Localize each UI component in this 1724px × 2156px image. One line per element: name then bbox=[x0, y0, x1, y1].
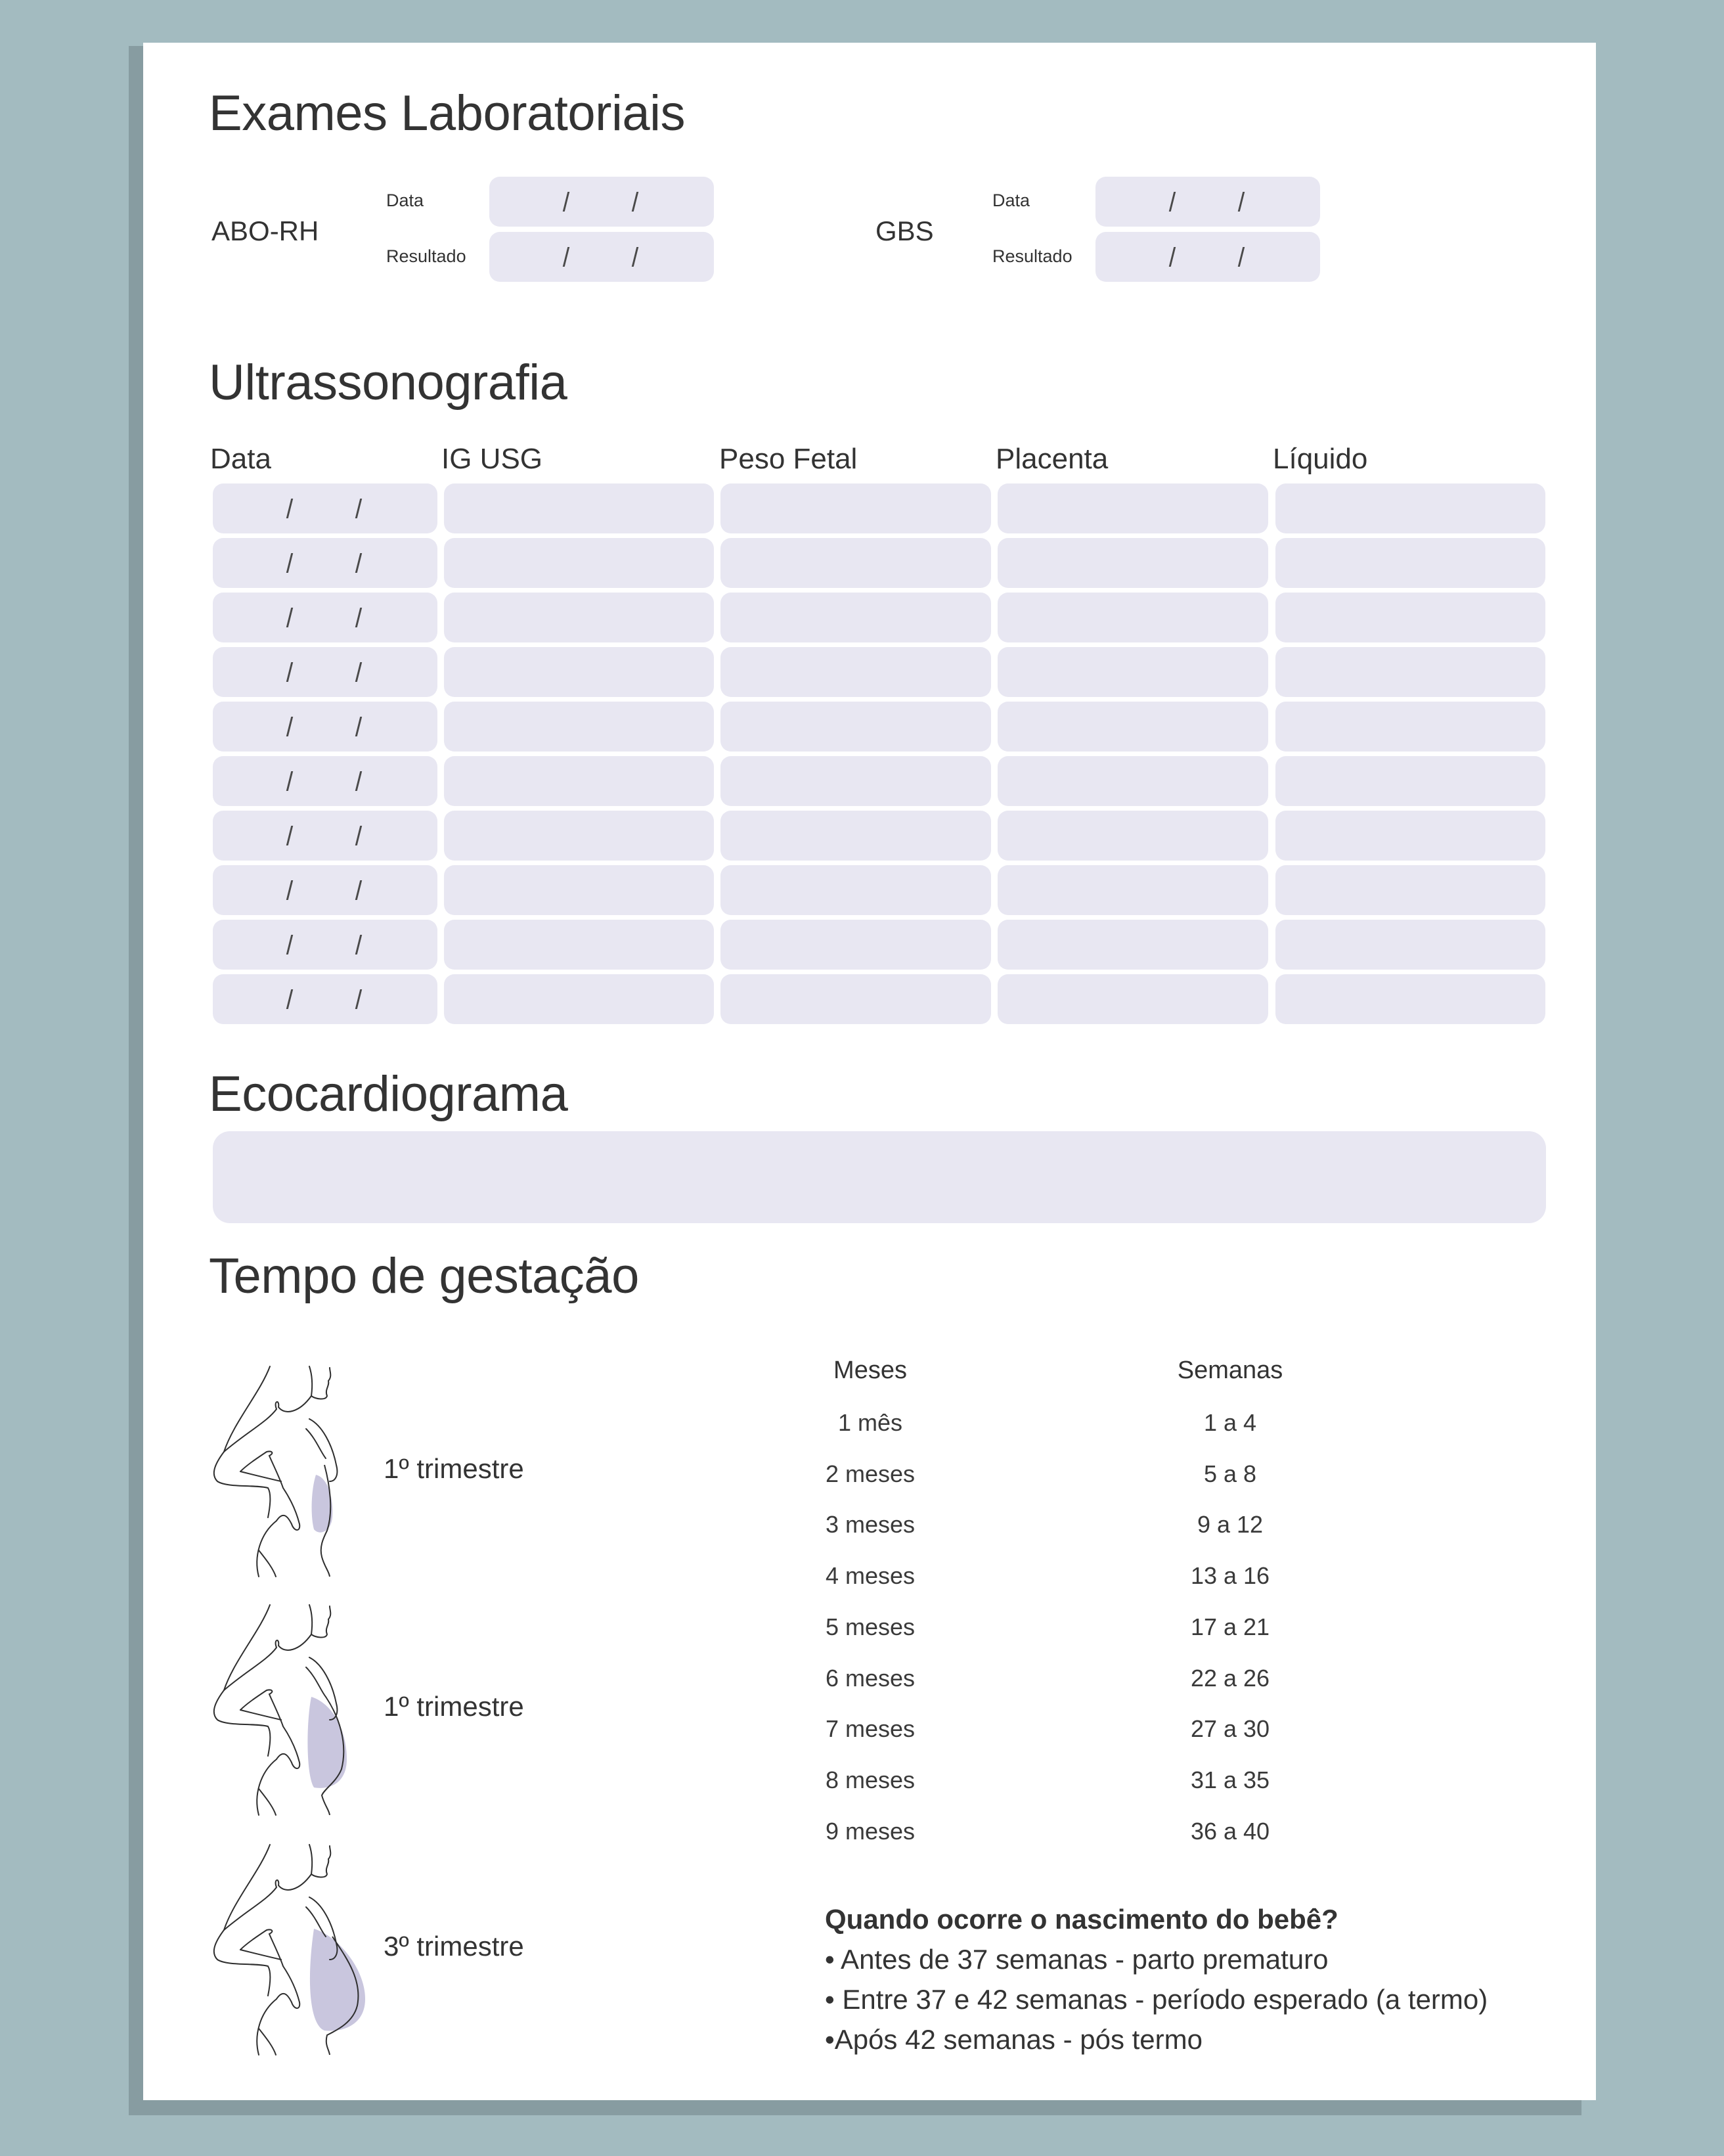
ultrasound-ig-usg-field[interactable] bbox=[444, 920, 714, 970]
gbs-date-label: Data bbox=[992, 191, 1030, 210]
pregnant-figure-icon bbox=[208, 1360, 365, 1583]
trimester-label: 3º trimestre bbox=[384, 1931, 524, 1962]
date-separator bbox=[286, 553, 293, 573]
gestation-weeks-cell: 31 a 35 bbox=[1190, 1766, 1270, 1793]
figure-outline-stroke bbox=[224, 1605, 270, 1690]
date-separator bbox=[286, 880, 293, 900]
gestation-weeks-cell: 1 a 4 bbox=[1203, 1409, 1257, 1436]
ultrasound-col-data: Data bbox=[210, 443, 271, 475]
figure-outline-stroke bbox=[214, 1452, 271, 1517]
figure-outline-stroke bbox=[309, 1419, 337, 1481]
ultrasound-placenta-field[interactable] bbox=[998, 647, 1268, 697]
birth-bullet: •Após 42 semanas - pós termo bbox=[825, 2024, 1203, 2055]
ultrasound-liquido-field[interactable] bbox=[1275, 920, 1545, 970]
ultrasound-placenta-field[interactable] bbox=[998, 593, 1268, 642]
ultrasound-col-liquido: Líquido bbox=[1273, 443, 1368, 475]
figure-outline-stroke bbox=[259, 1789, 276, 1815]
trimester-label: 1º trimestre bbox=[384, 1691, 524, 1722]
figure-outline-stroke bbox=[257, 1999, 276, 2055]
ultrasound-date-field[interactable] bbox=[213, 538, 437, 588]
figure-outline-stroke bbox=[259, 1550, 276, 1577]
date-separator bbox=[563, 247, 569, 267]
ultrasound-ig-usg-field[interactable] bbox=[444, 538, 714, 588]
ultrasound-col-placenta: Placenta bbox=[996, 443, 1109, 475]
ultrasound-liquido-field[interactable] bbox=[1275, 647, 1545, 697]
date-separator bbox=[355, 662, 362, 682]
gestation-weeks-cell: 5 a 8 bbox=[1203, 1460, 1257, 1487]
ultrasound-date-field[interactable] bbox=[213, 865, 437, 915]
ultrasound-placenta-field[interactable] bbox=[998, 702, 1268, 752]
date-separator bbox=[355, 826, 362, 845]
figure-outline-stroke bbox=[257, 1759, 276, 1815]
date-separator bbox=[286, 935, 293, 954]
figure-outline-stroke bbox=[309, 1605, 330, 1638]
date-separator bbox=[355, 880, 362, 900]
abo-rh-result-label: Resultado bbox=[386, 246, 466, 266]
echocardiogram-field[interactable] bbox=[213, 1131, 1546, 1223]
date-separator bbox=[355, 717, 362, 736]
figure-outline-stroke bbox=[306, 1667, 326, 1697]
figure-outline-stroke bbox=[240, 1950, 281, 1960]
ultrasound-ig-usg-field[interactable] bbox=[444, 756, 714, 806]
gestation-months-cell: 2 meses bbox=[825, 1460, 916, 1487]
ultrasound-liquido-field[interactable] bbox=[1275, 974, 1545, 1024]
echocardiogram-title: Ecocardiograma bbox=[209, 1066, 568, 1122]
date-separator bbox=[355, 553, 362, 573]
date-separator bbox=[286, 826, 293, 845]
ultrasound-date-field[interactable] bbox=[213, 593, 437, 642]
birth-bullet: • Entre 37 e 42 semanas - período esperado (a termo) bbox=[825, 1984, 1488, 2015]
ultrasound-placenta-field[interactable] bbox=[998, 483, 1268, 533]
ultrasound-date-field[interactable] bbox=[213, 702, 437, 752]
pregnant-figure-icon bbox=[208, 1838, 365, 2061]
figure-outline-stroke bbox=[240, 1451, 299, 1530]
gestation-weeks-cell: 27 a 30 bbox=[1190, 1715, 1270, 1743]
ultrasound-peso-fetal-field[interactable] bbox=[720, 538, 991, 588]
ultrasound-peso-fetal-field[interactable] bbox=[720, 865, 991, 915]
lab-test-name-gbs: GBS bbox=[875, 215, 934, 246]
gestation-months-cell: 3 meses bbox=[825, 1511, 916, 1538]
date-separator bbox=[355, 608, 362, 627]
ultrasound-col-ig-usg: IG USG bbox=[441, 443, 543, 475]
ultrasound-placenta-field[interactable] bbox=[998, 538, 1268, 588]
date-separator bbox=[286, 771, 293, 791]
ultrasound-peso-fetal-field[interactable] bbox=[720, 593, 991, 642]
date-separator bbox=[286, 608, 293, 627]
ultrasound-peso-fetal-field[interactable] bbox=[720, 756, 991, 806]
figure-outline-stroke bbox=[214, 1690, 271, 1756]
ultrasound-date-field[interactable] bbox=[213, 483, 437, 533]
date-separator bbox=[355, 989, 362, 1009]
ultrasound-peso-fetal-field[interactable] bbox=[720, 974, 991, 1024]
figure-outline-stroke bbox=[259, 2029, 276, 2055]
lab-test-name-abo-rh: ABO-RH bbox=[211, 215, 319, 246]
gestation-months-cell: 9 meses bbox=[825, 1817, 916, 1845]
gbs-result-label: Resultado bbox=[992, 246, 1072, 266]
ultrasound-peso-fetal-field[interactable] bbox=[720, 647, 991, 697]
gbs-result-field[interactable] bbox=[1095, 232, 1320, 282]
ultrasound-ig-usg-field[interactable] bbox=[444, 647, 714, 697]
ultrasound-ig-usg-field[interactable] bbox=[444, 593, 714, 642]
ultrasound-liquido-field[interactable] bbox=[1275, 865, 1545, 915]
gestation-months-cell: 6 meses bbox=[825, 1664, 916, 1692]
ultrasound-liquido-field[interactable] bbox=[1275, 483, 1545, 533]
gestation-months-cell: 5 meses bbox=[825, 1613, 916, 1640]
gestation-weeks-cell: 22 a 26 bbox=[1190, 1664, 1270, 1692]
date-separator bbox=[355, 499, 362, 518]
figure-outline-stroke bbox=[240, 1929, 299, 2008]
date-separator bbox=[1238, 247, 1245, 267]
date-separator bbox=[355, 771, 362, 791]
abo-rh-date-field[interactable] bbox=[489, 177, 714, 227]
ultrasound-date-field[interactable] bbox=[213, 974, 437, 1024]
ultrasound-date-field[interactable] bbox=[213, 920, 437, 970]
form-page bbox=[143, 43, 1596, 2100]
date-separator bbox=[286, 662, 293, 682]
gestation-months-cell: 8 meses bbox=[825, 1766, 916, 1793]
abo-rh-date-label: Data bbox=[386, 191, 424, 210]
date-separator bbox=[632, 247, 638, 267]
gestation-weeks-cell: 9 a 12 bbox=[1197, 1511, 1264, 1538]
date-separator bbox=[1238, 192, 1245, 212]
birth-bullet: • Antes de 37 semanas - parto prematuro bbox=[825, 1944, 1329, 1975]
date-separator bbox=[286, 989, 293, 1009]
abo-rh-result-field[interactable] bbox=[489, 232, 714, 282]
figure-outline-stroke bbox=[306, 1429, 326, 1458]
ultrasound-placenta-field[interactable] bbox=[998, 756, 1268, 806]
gestation-weeks-cell: 17 a 21 bbox=[1190, 1613, 1270, 1640]
ultrasound-liquido-field[interactable] bbox=[1275, 538, 1545, 588]
lab-exams-title: Exames Laboratoriais bbox=[209, 85, 686, 141]
ultrasound-placenta-field[interactable] bbox=[998, 920, 1268, 970]
date-separator bbox=[286, 499, 293, 518]
trimester-label: 1º trimestre bbox=[384, 1453, 524, 1484]
date-separator bbox=[1169, 192, 1176, 212]
ultrasound-ig-usg-field[interactable] bbox=[444, 811, 714, 861]
ultrasound-liquido-field[interactable] bbox=[1275, 593, 1545, 642]
figure-outline-stroke bbox=[257, 1521, 276, 1577]
figure-outline-stroke bbox=[240, 1710, 281, 1720]
ultrasound-date-field[interactable] bbox=[213, 811, 437, 861]
figure-outline-stroke bbox=[240, 1690, 299, 1768]
date-separator bbox=[1169, 247, 1176, 267]
ultrasound-peso-fetal-field[interactable] bbox=[720, 702, 991, 752]
gestation-months-cell: 4 meses bbox=[825, 1562, 916, 1590]
ultrasound-placenta-field[interactable] bbox=[998, 811, 1268, 861]
ultrasound-ig-usg-field[interactable] bbox=[444, 483, 714, 533]
birth-question: Quando ocorre o nascimento do bebê? bbox=[825, 1904, 1338, 1935]
ultrasound-ig-usg-field[interactable] bbox=[444, 702, 714, 752]
gestation-col-semanas: Semanas bbox=[1177, 1357, 1283, 1384]
gestation-weeks-cell: 13 a 16 bbox=[1190, 1562, 1270, 1590]
ultrasound-placenta-field[interactable] bbox=[998, 865, 1268, 915]
gestation-weeks-cell: 36 a 40 bbox=[1190, 1817, 1270, 1845]
gestation-months-cell: 1 mês bbox=[837, 1409, 903, 1436]
date-separator bbox=[286, 717, 293, 736]
pregnant-figure-icon bbox=[208, 1598, 365, 1822]
gestation-months-cell: 7 meses bbox=[825, 1715, 916, 1743]
ultrasound-liquido-field[interactable] bbox=[1275, 811, 1545, 861]
ultrasound-liquido-field[interactable] bbox=[1275, 702, 1545, 752]
ultrasound-date-field[interactable] bbox=[213, 647, 437, 697]
figure-outline-stroke bbox=[224, 1366, 270, 1452]
date-separator bbox=[355, 935, 362, 954]
ultrasound-date-field[interactable] bbox=[213, 756, 437, 806]
figure-outline-stroke bbox=[309, 1845, 330, 1877]
gbs-date-field[interactable] bbox=[1095, 177, 1320, 227]
gestation-col-meses: Meses bbox=[833, 1357, 907, 1384]
figure-outline-stroke bbox=[224, 1845, 270, 1930]
gestation-title: Tempo de gestação bbox=[209, 1248, 639, 1304]
ultrasound-peso-fetal-field[interactable] bbox=[720, 920, 991, 970]
ultrasound-ig-usg-field[interactable] bbox=[444, 974, 714, 1024]
ultrasound-col-peso-fetal: Peso Fetal bbox=[719, 443, 858, 475]
figure-outline-stroke bbox=[309, 1366, 330, 1399]
belly-highlight bbox=[307, 1697, 347, 1788]
ultrasound-liquido-field[interactable] bbox=[1275, 756, 1545, 806]
date-separator bbox=[563, 192, 569, 212]
date-separator bbox=[632, 192, 638, 212]
figure-outline-stroke bbox=[214, 1930, 271, 1996]
ultrasound-peso-fetal-field[interactable] bbox=[720, 483, 991, 533]
ultrasound-peso-fetal-field[interactable] bbox=[720, 811, 991, 861]
ultrasound-title: Ultrassonografia bbox=[209, 355, 567, 411]
figure-outline-stroke bbox=[240, 1471, 281, 1481]
ultrasound-placenta-field[interactable] bbox=[998, 974, 1268, 1024]
ultrasound-ig-usg-field[interactable] bbox=[444, 865, 714, 915]
